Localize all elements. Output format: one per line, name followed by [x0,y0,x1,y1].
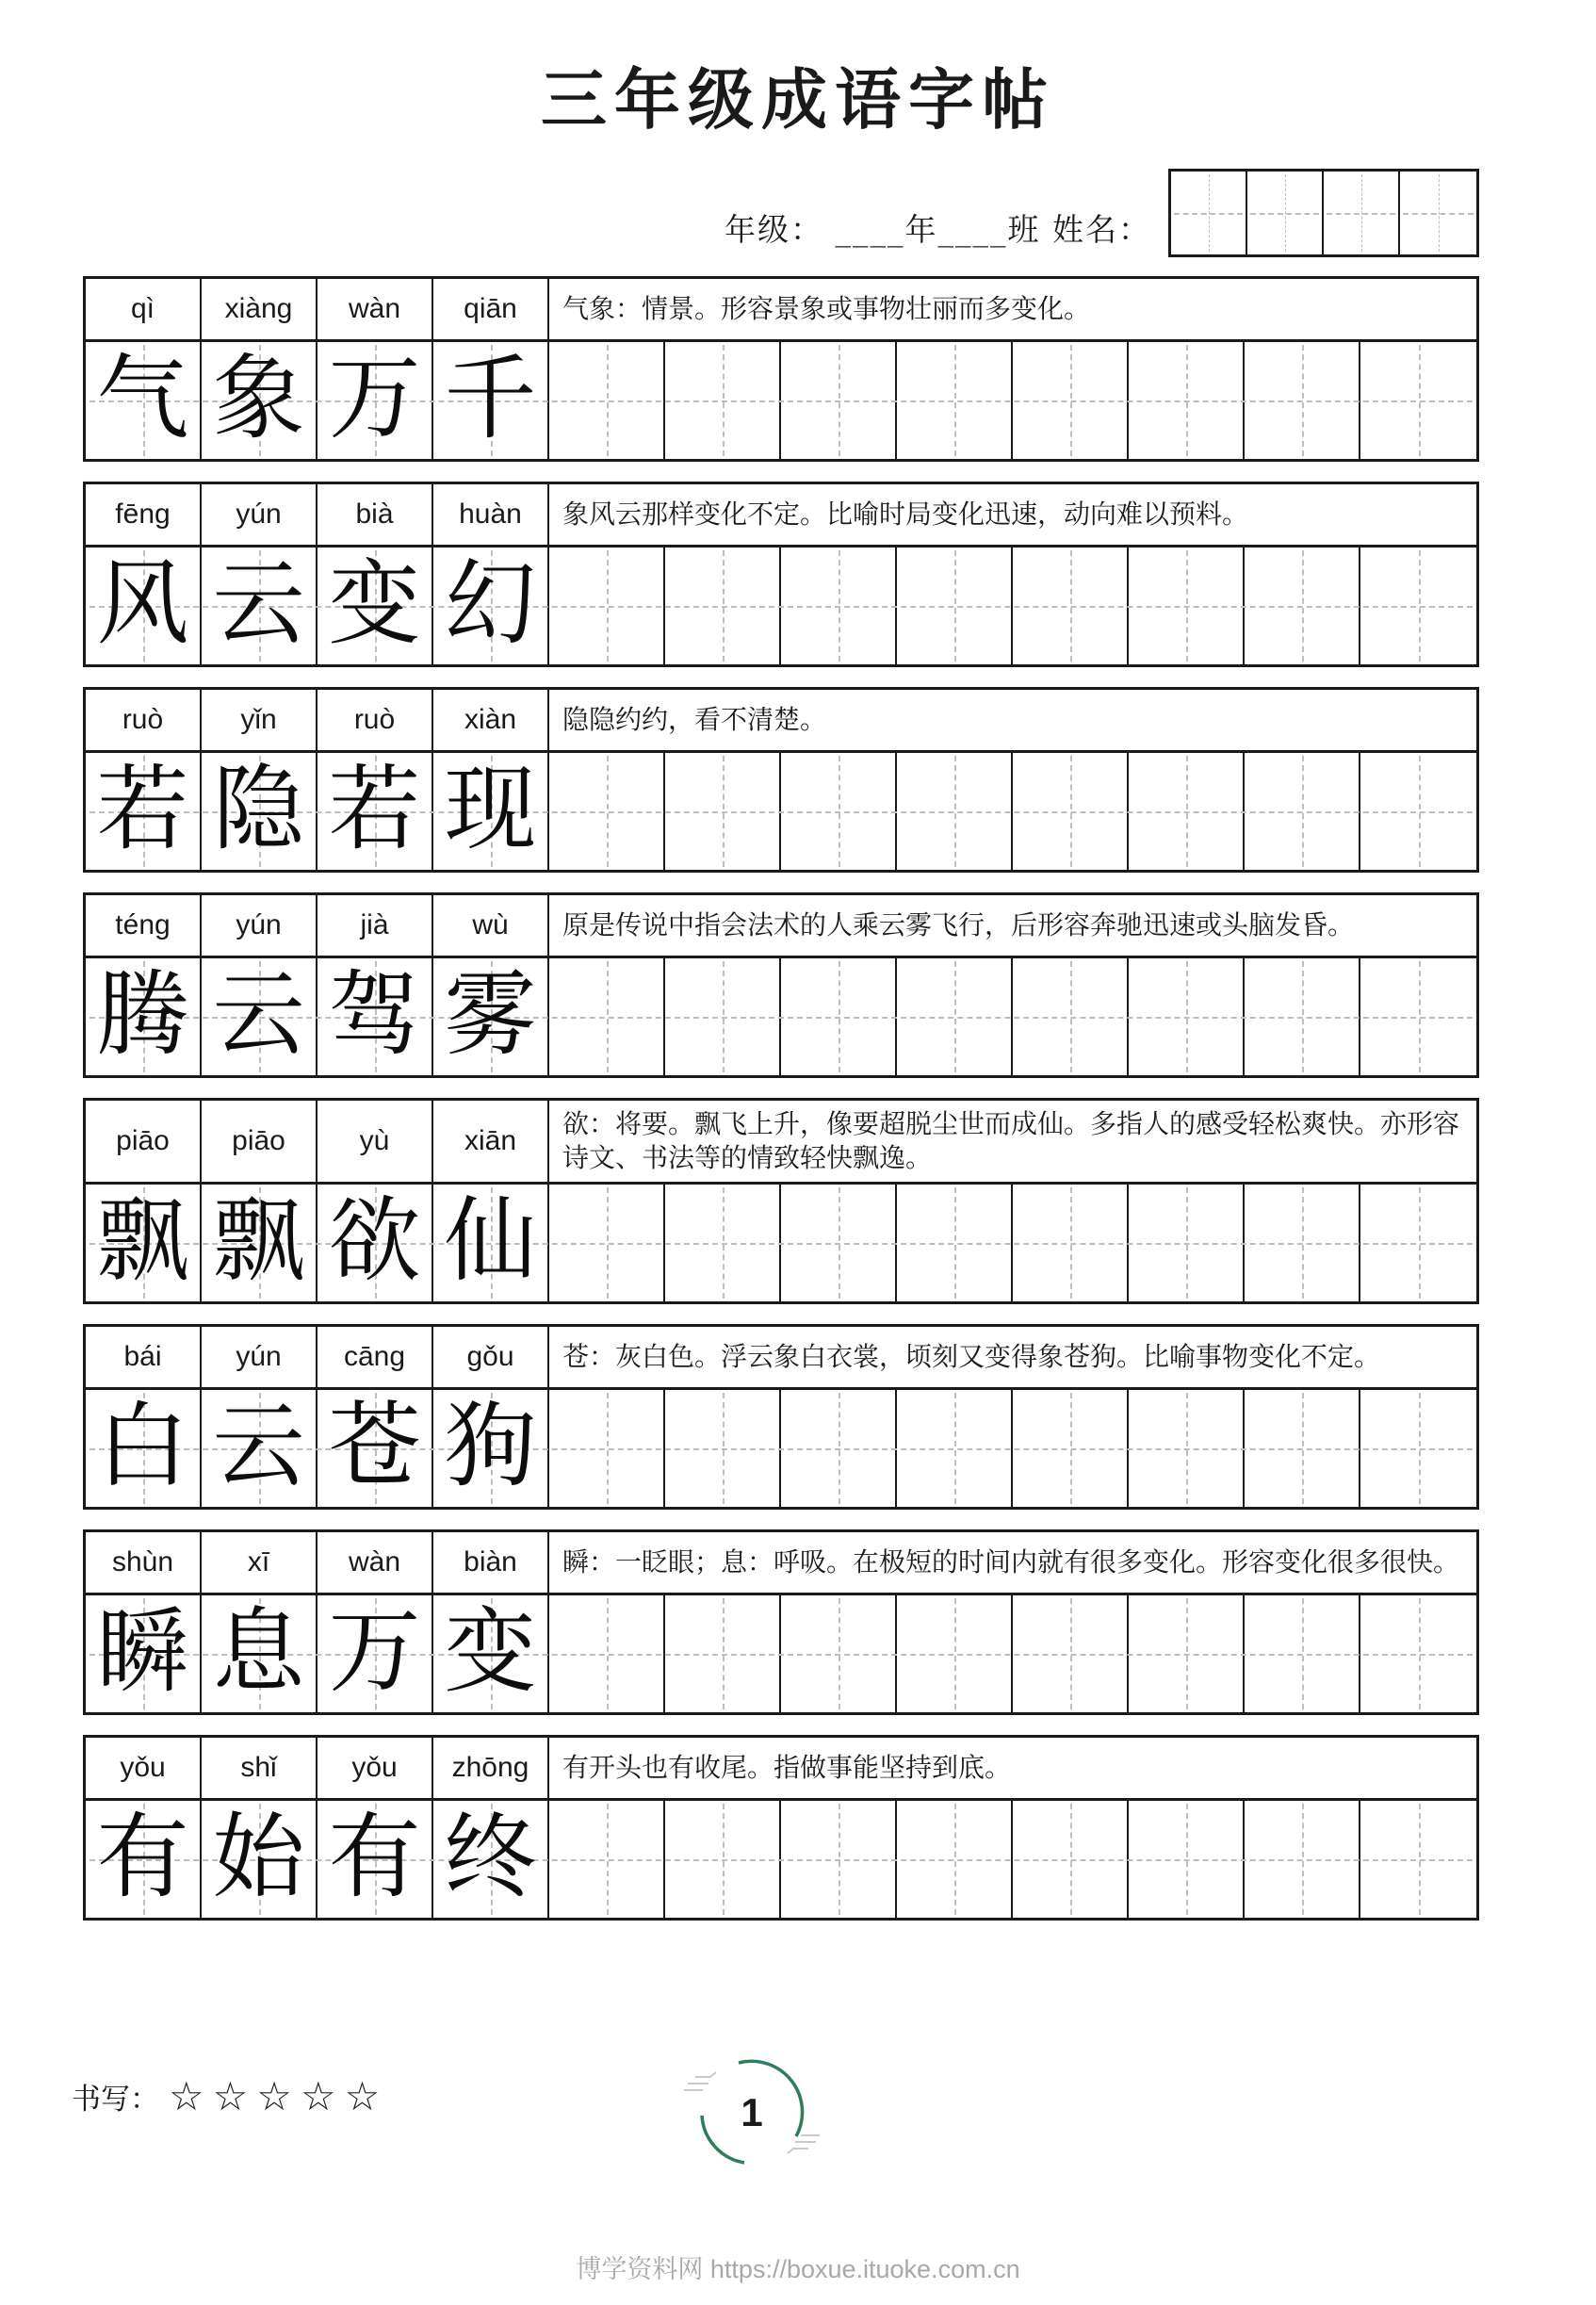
name-grid-cell [1247,172,1324,254]
practice-cell [1129,548,1245,664]
model-char-glyph: 飘 [212,1187,305,1295]
pinyin-cell: yǒu [318,1738,433,1798]
definition-cell: 隐隐约约，看不清楚。 [562,704,827,735]
pinyin-definition-row [86,1101,1476,1185]
model-char-cell [202,1390,318,1507]
pinyin-cell: wù [433,895,549,956]
pinyin-cell: téng [86,895,202,956]
practice-cell [549,1185,665,1301]
practice-cell [1129,1390,1245,1507]
pinyin-cell: bái [86,1327,202,1387]
practice-cell [1360,342,1476,459]
model-char-cell [202,753,318,870]
practice-cell [665,958,781,1075]
practice-cell [1360,958,1476,1075]
practice-cell [549,548,665,664]
model-char-glyph: 若 [328,756,421,863]
model-char-cell [202,548,318,664]
practice-cell [1245,548,1360,664]
practice-cell [897,1801,1013,1918]
practice-cell [897,1595,1013,1712]
practice-cell [665,548,781,664]
practice-cell [1360,1801,1476,1918]
practice-cell [1013,958,1129,1075]
practice-cell [549,958,665,1075]
name-grid-cell [1400,172,1476,254]
model-char-cell [86,1185,202,1301]
pinyin-cell: shǐ [202,1738,318,1798]
pinyin-cell: qì [86,279,202,339]
practice-cell [1129,1185,1245,1301]
pinyin-cell: gǒu [433,1327,549,1387]
practice-cell [1360,1185,1476,1301]
model-char-glyph: 云 [212,1393,305,1500]
model-char-glyph: 狗 [444,1393,537,1500]
practice-cell [781,1801,897,1918]
model-char-glyph: 欲 [328,1187,421,1295]
model-char-glyph: 现 [444,756,537,863]
model-char-cell [433,958,549,1075]
model-char-glyph: 雾 [444,961,537,1069]
character-practice-row [86,548,1476,664]
model-char-glyph: 有 [328,1804,421,1911]
model-char-cell [433,1595,549,1712]
model-char-glyph: 风 [96,550,189,658]
idiom-blocks-container [83,276,1479,1921]
practice-cell [1013,1595,1129,1712]
practice-cell [1245,1595,1360,1712]
definition-cell: 有开头也有收尾。指做事能坚持到底。 [562,1752,1012,1783]
practice-cell [781,548,897,664]
definition-cell: 象风云那样变化不定。比喻时局变化迅速，动向难以预料。 [562,499,1249,530]
pinyin-cell: huàn [433,484,549,545]
practice-cell [781,1595,897,1712]
model-char-cell [433,1185,549,1301]
model-char-cell [202,342,318,459]
character-practice-row [86,753,1476,870]
practice-cell [781,753,897,870]
practice-cell [665,1185,781,1301]
model-char-glyph: 飘 [96,1187,189,1295]
practice-cell [1360,1595,1476,1712]
model-char-glyph: 仙 [444,1187,537,1295]
model-char-glyph: 气 [96,345,189,452]
practice-cell [897,1390,1013,1507]
model-char-cell [318,1801,433,1918]
model-char-glyph: 若 [96,756,189,863]
model-char-glyph: 有 [96,1804,189,1911]
practice-cell [549,1595,665,1712]
character-practice-row [86,1595,1476,1712]
idiom-block [83,1324,1479,1510]
practice-cell [897,753,1013,870]
practice-cell [665,753,781,870]
practice-cell [1129,1595,1245,1712]
character-practice-row [86,342,1476,459]
practice-cell [897,1185,1013,1301]
model-char-glyph: 白 [96,1393,189,1500]
practice-cell [1245,958,1360,1075]
model-char-cell [318,548,433,664]
model-char-glyph: 象 [212,345,305,452]
model-char-cell [86,1801,202,1918]
pinyin-definition-row [86,895,1476,958]
model-char-cell [318,1185,433,1301]
model-char-glyph: 变 [444,1598,537,1706]
practice-cell [1360,753,1476,870]
model-char-cell [433,753,549,870]
model-char-cell [318,342,433,459]
pinyin-definition-row [86,1738,1476,1801]
practice-cell [665,1595,781,1712]
model-char-cell [318,1595,433,1712]
model-char-cell [202,958,318,1075]
practice-cell [781,342,897,459]
definition-cell: 苍：灰白色。浮云象白衣裳，顷刻又变得象苍狗。比喻事物变化不定。 [562,1341,1381,1372]
model-char-cell [202,1595,318,1712]
site-footer: 博学资料网 https://boxue.ituoke.com.cn [576,2255,1020,2283]
practice-cell [1245,1390,1360,1507]
pinyin-cell: xiān [433,1101,549,1182]
character-practice-row [86,1390,1476,1507]
pinyin-cell: jià [318,895,433,956]
pinyin-cell: xiàn [433,690,549,750]
model-char-cell [433,342,549,459]
practice-cell [897,958,1013,1075]
practice-cell [1245,1801,1360,1918]
model-char-cell [86,1390,202,1507]
rating-row [72,2073,388,2119]
pinyin-cell: wàn [318,279,433,339]
practice-cell [1013,1185,1129,1301]
idiom-block [83,276,1479,462]
model-char-cell [202,1185,318,1301]
model-char-cell [318,958,433,1075]
idiom-block [83,687,1479,873]
character-practice-row [86,1801,1476,1918]
practice-cell [1013,342,1129,459]
name-grid-cell [1171,172,1247,254]
pinyin-cell: wàn [318,1532,433,1593]
pinyin-cell: piāo [86,1101,202,1182]
definition-cell: 瞬：一眨眼；息：呼吸。在极短的时间内就有很多变化。形容变化很多很快。 [562,1546,1460,1578]
pinyin-definition-row [86,279,1476,342]
model-char-cell [318,753,433,870]
character-practice-row [86,1185,1476,1301]
practice-cell [1245,1185,1360,1301]
practice-cell [1360,1390,1476,1507]
page-number-ornament [676,2037,827,2188]
name-grid-cell [1324,172,1400,254]
pinyin-cell: yún [202,895,318,956]
pinyin-definition-row [86,1327,1476,1390]
practice-cell [1013,1390,1129,1507]
model-char-glyph: 万 [328,1598,421,1706]
pinyin-cell: fēng [86,484,202,545]
model-char-cell [433,1390,549,1507]
pinyin-cell: zhōng [433,1738,549,1798]
model-char-glyph: 腾 [96,961,189,1069]
practice-cell [549,1390,665,1507]
practice-cell [665,1390,781,1507]
pinyin-cell: qiān [433,279,549,339]
practice-cell [549,753,665,870]
pinyin-definition-row [86,484,1476,548]
character-practice-row [86,958,1476,1075]
model-char-cell [202,1801,318,1918]
practice-cell [665,342,781,459]
model-char-glyph: 终 [444,1804,537,1911]
practice-cell [1129,958,1245,1075]
model-char-cell [318,1390,433,1507]
practice-cell [1129,753,1245,870]
model-char-cell [86,958,202,1075]
idiom-block [83,482,1479,667]
model-char-glyph: 千 [444,345,537,452]
practice-cell [1013,753,1129,870]
idiom-block [83,892,1479,1078]
page-number: 1 [741,2090,763,2134]
model-char-cell [86,342,202,459]
model-char-glyph: 云 [212,550,305,658]
practice-cell [1245,753,1360,870]
pinyin-cell: cāng [318,1327,433,1387]
model-char-glyph: 幻 [444,550,537,658]
page-title: 三年级成语字帖 [541,60,1055,139]
model-char-glyph: 隐 [212,756,305,863]
practice-cell [549,342,665,459]
definition-cell: 气象：情景。形容景象或事物壮丽而多变化。 [562,293,1091,324]
model-char-glyph: 始 [212,1804,305,1911]
model-char-glyph: 瞬 [96,1598,189,1706]
name-writing-grid [1168,169,1479,257]
practice-cell [897,342,1013,459]
practice-cell [549,1801,665,1918]
model-char-glyph: 苍 [328,1393,421,1500]
pinyin-cell: piāo [202,1101,318,1182]
model-char-glyph: 万 [328,345,421,452]
pinyin-definition-row [86,690,1476,753]
worksheet-page [0,47,1596,2305]
definition-cell: 欲：将要。飘飞上升，像要超脱尘世而成仙。多指人的感受轻松爽快。亦形容诗文、书法等的情致轻快飘逸。 [562,1108,1460,1173]
pinyin-cell: ruò [318,690,433,750]
pinyin-cell: yǐn [202,690,318,750]
header-line [83,167,1479,259]
pinyin-cell: shùn [86,1532,202,1593]
practice-cell [781,958,897,1075]
practice-cell [1360,548,1476,664]
model-char-cell [86,1595,202,1712]
pinyin-cell: yún [202,1327,318,1387]
model-char-cell [433,1801,549,1918]
practice-cell [1013,548,1129,664]
model-char-glyph: 息 [212,1598,305,1706]
pinyin-definition-row [86,1532,1476,1595]
practice-cell [1129,1801,1245,1918]
practice-cell [781,1185,897,1301]
practice-cell [1013,1801,1129,1918]
model-char-cell [86,548,202,664]
pinyin-cell: ruò [86,690,202,750]
practice-cell [1129,342,1245,459]
grade-name-labels: 年级： ____年____班 姓名： [725,211,1151,248]
rating-stars: ☆☆☆☆☆ [169,2073,389,2119]
model-char-glyph: 变 [328,550,421,658]
idiom-block [83,1735,1479,1921]
model-char-cell [86,753,202,870]
pinyin-cell: xī [202,1532,318,1593]
pinyin-cell: bià [318,484,433,545]
pinyin-cell: yù [318,1101,433,1182]
rating-label: 书写： [72,2083,159,2117]
practice-cell [1245,342,1360,459]
practice-cell [897,548,1013,664]
practice-cell [665,1801,781,1918]
idiom-block [83,1098,1479,1304]
pinyin-cell: biàn [433,1532,549,1593]
model-char-glyph: 驾 [328,961,421,1069]
pinyin-cell: yún [202,484,318,545]
pinyin-cell: yǒu [86,1738,202,1798]
practice-cell [781,1390,897,1507]
model-char-glyph: 云 [212,961,305,1069]
definition-cell: 原是传说中指会法术的人乘云雾飞行，后形容奔驰迅速或头脑发昏。 [562,909,1355,940]
pinyin-cell: xiàng [202,279,318,339]
model-char-cell [433,548,549,664]
idiom-block [83,1529,1479,1715]
